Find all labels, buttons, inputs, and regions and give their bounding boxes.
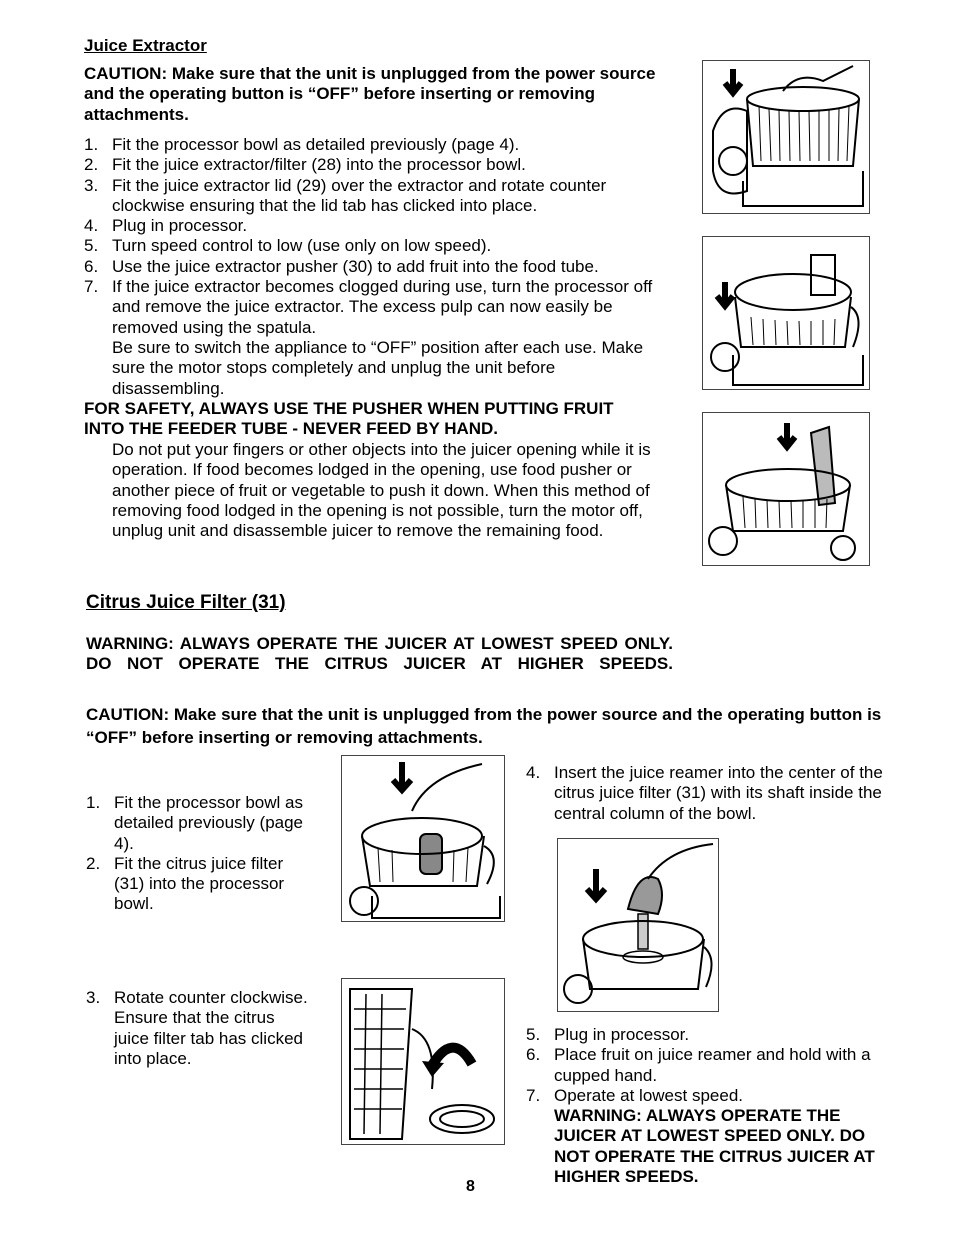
list-item: 4. Insert the juice reamer into the center of the citrus juice filter (31) with its shaft inside the central column of the bowl. xyxy=(526,763,883,823)
list-item: 6. Place fruit on juice reamer and hold with a cupped hand. xyxy=(526,1045,871,1085)
citrus-figure-1 xyxy=(341,755,505,922)
citrus-caution: CAUTION: Make sure that the unit is unplugged from the power source and the operating button is “OFF” before inserting or removing attachments. xyxy=(86,705,882,747)
citrus-figure-2 xyxy=(341,978,505,1145)
citrus-steps-1-2 xyxy=(86,793,308,915)
juice-extractor-heading: Juice Extractor xyxy=(84,36,207,55)
list-item: 4. Plug in processor. xyxy=(84,216,248,236)
citrus-steps-3 xyxy=(86,988,308,1069)
list-item: 5. Turn speed control to low (use only on low speed). xyxy=(84,236,492,256)
extractor-insert-illustration xyxy=(703,61,869,213)
extractor-figure-1 xyxy=(702,60,870,214)
juice-extractor-steps xyxy=(84,135,659,338)
citrus-heading: Citrus Juice Filter (31) xyxy=(86,592,286,613)
safety-body: Do not put your fingers or other objects into the juicer opening while it is operation. If food becomes lodged in the opening, use food pusher or another piece of fruit or vegetable to push it down. When this method of removing food lodged in the opening is not possible, turn the motor off, unplug unit and disassemble juicer to remove the remaining food. xyxy=(112,440,651,541)
list-item: 5. Plug in processor. xyxy=(526,1025,690,1044)
list-item: 1. Fit the processor bowl as detailed previously (page 4). xyxy=(84,135,520,154)
extractor-figure-2 xyxy=(702,236,870,390)
juice-extractor-caution: CAUTION: Make sure that the unit is unplugged from the power source and the operating button is “OFF” before inserting or removing attachments. xyxy=(84,64,656,124)
citrus-figure-3 xyxy=(557,838,719,1012)
step7-note: Be sure to switch the appliance to “OFF” position after each use. Make sure the motor stops completely and unplug the unit before disassembling. xyxy=(112,338,644,398)
list-item: 7. Operate at lowest speed. xyxy=(526,1085,744,1105)
list-item: 6. Use the juice extractor pusher (30) to add fruit into the food tube. xyxy=(84,256,599,276)
extractor-lid-illustration xyxy=(703,237,869,389)
list-item: 2. Fit the citrus juice filter (31) into the processor bowl. xyxy=(86,853,285,914)
citrus-steps-4 xyxy=(526,763,896,824)
extractor-pusher-illustration xyxy=(703,413,869,565)
citrus-steps-5-7 xyxy=(526,1025,896,1106)
citrus-step7-warning: WARNING: ALWAYS OPERATE THE JUICER AT LOWEST SPEED ONLY. DO NOT OPERATE THE CITRUS JUICER AT HIGHER SPEEDS. xyxy=(554,1106,875,1186)
safety-warning: FOR SAFETY, ALWAYS USE THE PUSHER WHEN PUTTING FRUIT INTO THE FEEDER TUBE - NEVER FEED BY HAND. xyxy=(84,399,614,439)
list-item: 3. Fit the juice extractor lid (29) over the extractor and rotate counter clockwise ensuring that the lid tab has clicked into place. xyxy=(84,175,607,215)
citrus-reamer-insert-illustration xyxy=(558,839,718,1011)
list-item: 7. If the juice extractor becomes clogged during use, turn the processor off and remove the juice extractor. The excess pulp can now easily be removed using the spatula. xyxy=(84,277,653,337)
citrus-warning: WARNING: ALWAYS OPERATE THE JUICER AT LOWEST SPEED ONLY. DO NOT OPERATE THE CITRUS JUICER AT HIGHER SPEEDS. xyxy=(86,634,673,674)
list-item: 2. Fit the juice extractor/filter (28) into the processor bowl. xyxy=(84,155,526,175)
list-item: 1. Fit the processor bowl as detailed previously (page 4). xyxy=(86,793,304,853)
citrus-rotate-illustration xyxy=(342,979,504,1144)
citrus-filter-insert-illustration xyxy=(342,756,504,921)
extractor-figure-3 xyxy=(702,412,870,566)
page-number: 8 xyxy=(466,1178,475,1195)
list-item: 3. Rotate counter clockwise. Ensure that the citrus juice filter tab has clicked into place. xyxy=(86,988,308,1068)
